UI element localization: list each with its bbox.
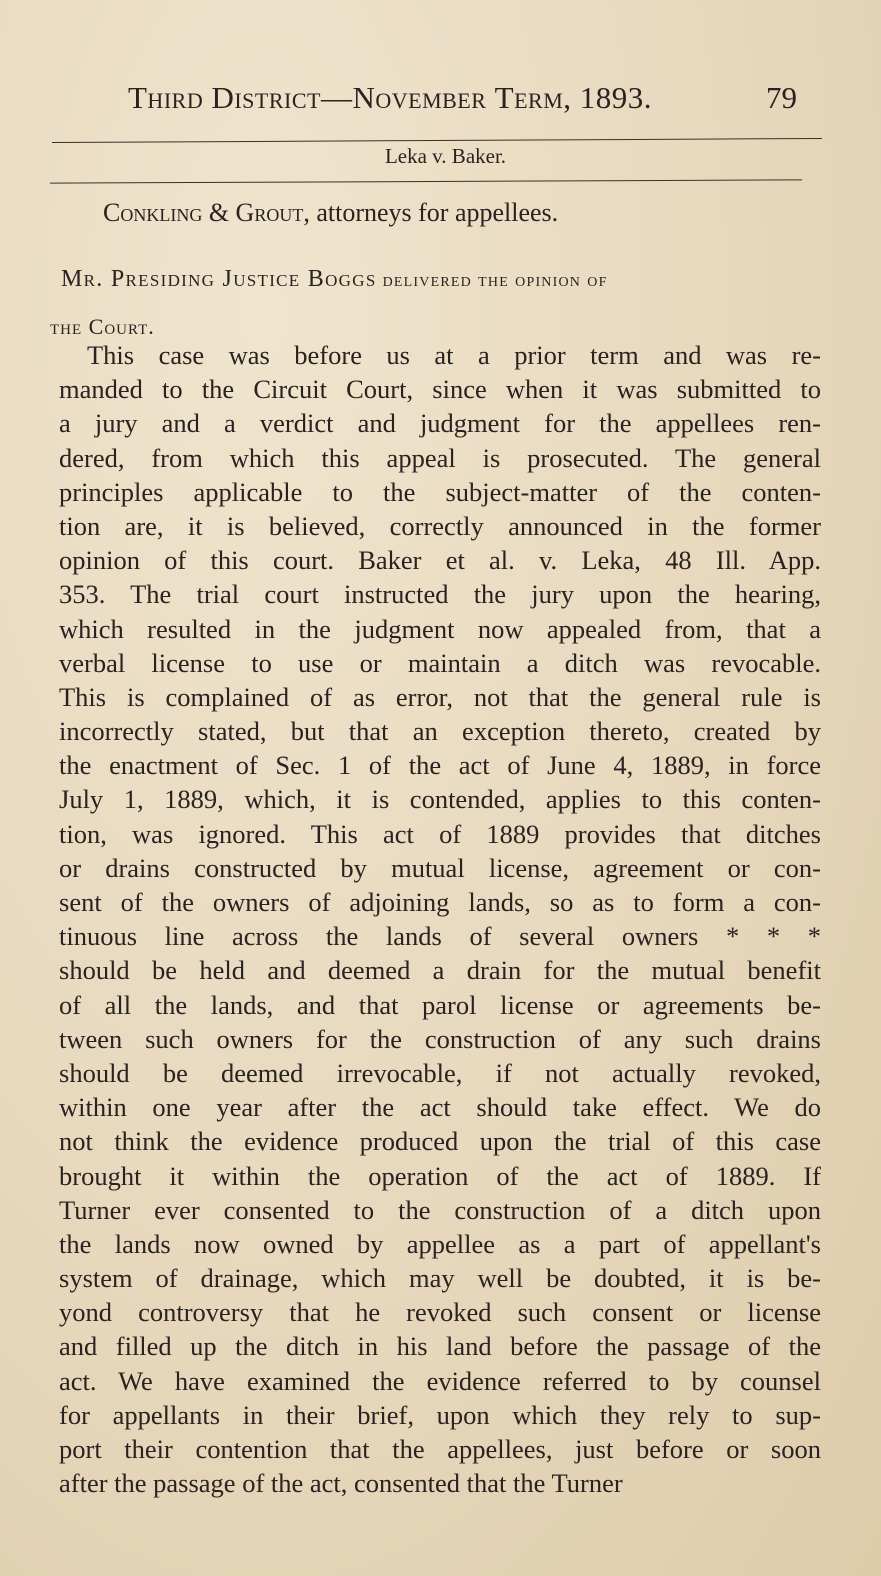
text-line: and filled up the ditch in his land before the passage of the: [59, 1331, 821, 1362]
attorney-role: attorneys for appellees.: [316, 198, 559, 227]
text-line: which resulted in the judgment now appealed from, that a: [59, 613, 821, 644]
text-line: or drains constructed by mutual license, agreement or con-: [59, 852, 821, 883]
running-head: [128, 80, 828, 116]
text-line: principles applicable to the subject-matter of the conten-: [59, 476, 821, 507]
text-line: within one year after the act should take effect. We do: [59, 1092, 821, 1123]
opinion-judge: Mr. Presiding Justice Boggs: [61, 266, 377, 292]
text-line: the enactment of Sec. 1 of the act of June 4, 1889, in force: [59, 750, 821, 781]
running-head-word: Term,: [494, 80, 572, 115]
opinion-body: [59, 338, 821, 1500]
running-head-dash: —: [320, 80, 353, 115]
text-line: for appellants in their brief, upon which they rely to sup-: [59, 1399, 821, 1430]
opinion-intro: [61, 266, 608, 293]
text-line: sent of the owners of adjoining lands, so as to form a con-: [59, 887, 821, 917]
text-line: tween such owners for the construction of any such drains: [59, 1023, 821, 1054]
text-line: should be held and deemed a drain for the mutual benefit: [59, 955, 821, 986]
case-title: Leka v. Baker.: [384, 144, 507, 168]
text-line: the lands now owned by appellee as a part of appellant's: [59, 1228, 821, 1259]
text-line: port their contention that the appellees, just before or soon: [59, 1434, 821, 1464]
text-line: manded to the Circuit Court, since when it was submitted to: [59, 374, 821, 405]
running-head-word: District: [211, 80, 321, 115]
opinion-delivered: delivered the opinion of: [382, 269, 608, 291]
running-head-word: Third: [128, 80, 204, 115]
text-line: not think the evidence produced upon the trial of this case: [59, 1126, 821, 1157]
text-line: This is complained of as error, not that the general rule is: [59, 681, 821, 712]
text-line: a jury and a verdict and judgment for the appellees ren-: [59, 408, 821, 439]
text-line: tion, was ignored. This act of 1889 provides that ditches: [59, 818, 821, 849]
text-line: incorrectly stated, but that an exception thereto, created by: [59, 716, 821, 747]
text-line: July 1, 1889, which, it is contended, applies to this conten-: [59, 784, 821, 815]
header-rule-top: [52, 138, 822, 143]
text-line: Turner ever consented to the construction of a ditch upon: [59, 1194, 821, 1225]
text-line: opinion of this court. Baker et al. v. Leka, 48 Ill. App.: [59, 545, 821, 576]
text-line: dered, from which this appeal is prosecuted. The general: [59, 442, 821, 473]
text-line: verbal license to use or maintain a ditch was revocable.: [59, 647, 821, 678]
text-line: yond controversy that he revoked such consent or license: [59, 1297, 821, 1328]
running-head-year: 1893.: [579, 80, 653, 115]
running-head-word: November: [352, 80, 487, 115]
text-line: of all the lands, and that parol license or agreements be-: [59, 989, 821, 1020]
text-line: tinuous line across the lands of several owners * * *: [59, 921, 821, 952]
opinion-court: the Court.: [50, 314, 155, 339]
text-line: act. We have examined the evidence referred to by counsel: [59, 1365, 821, 1396]
text-line: 353. The trial court instructed the jury upon the hearing,: [59, 579, 821, 610]
page-number: 79: [766, 80, 797, 115]
attorneys-line: [103, 198, 558, 228]
attorney-names: Conkling & Grout,: [103, 198, 310, 227]
text-line: This case was before us at a prior term and was re-: [87, 340, 821, 370]
text-line: tion are, it is believed, correctly announced in the former: [59, 510, 821, 541]
text-line: after the passage of the act, consented that the Turner: [59, 1468, 623, 1499]
header-rule-bottom: [50, 179, 802, 183]
text-line: brought it within the operation of the act of 1889. If: [59, 1160, 821, 1191]
text-line: should be deemed irrevocable, if not actually revoked,: [59, 1057, 821, 1088]
text-line: system of drainage, which may well be doubted, it is be-: [59, 1263, 821, 1294]
